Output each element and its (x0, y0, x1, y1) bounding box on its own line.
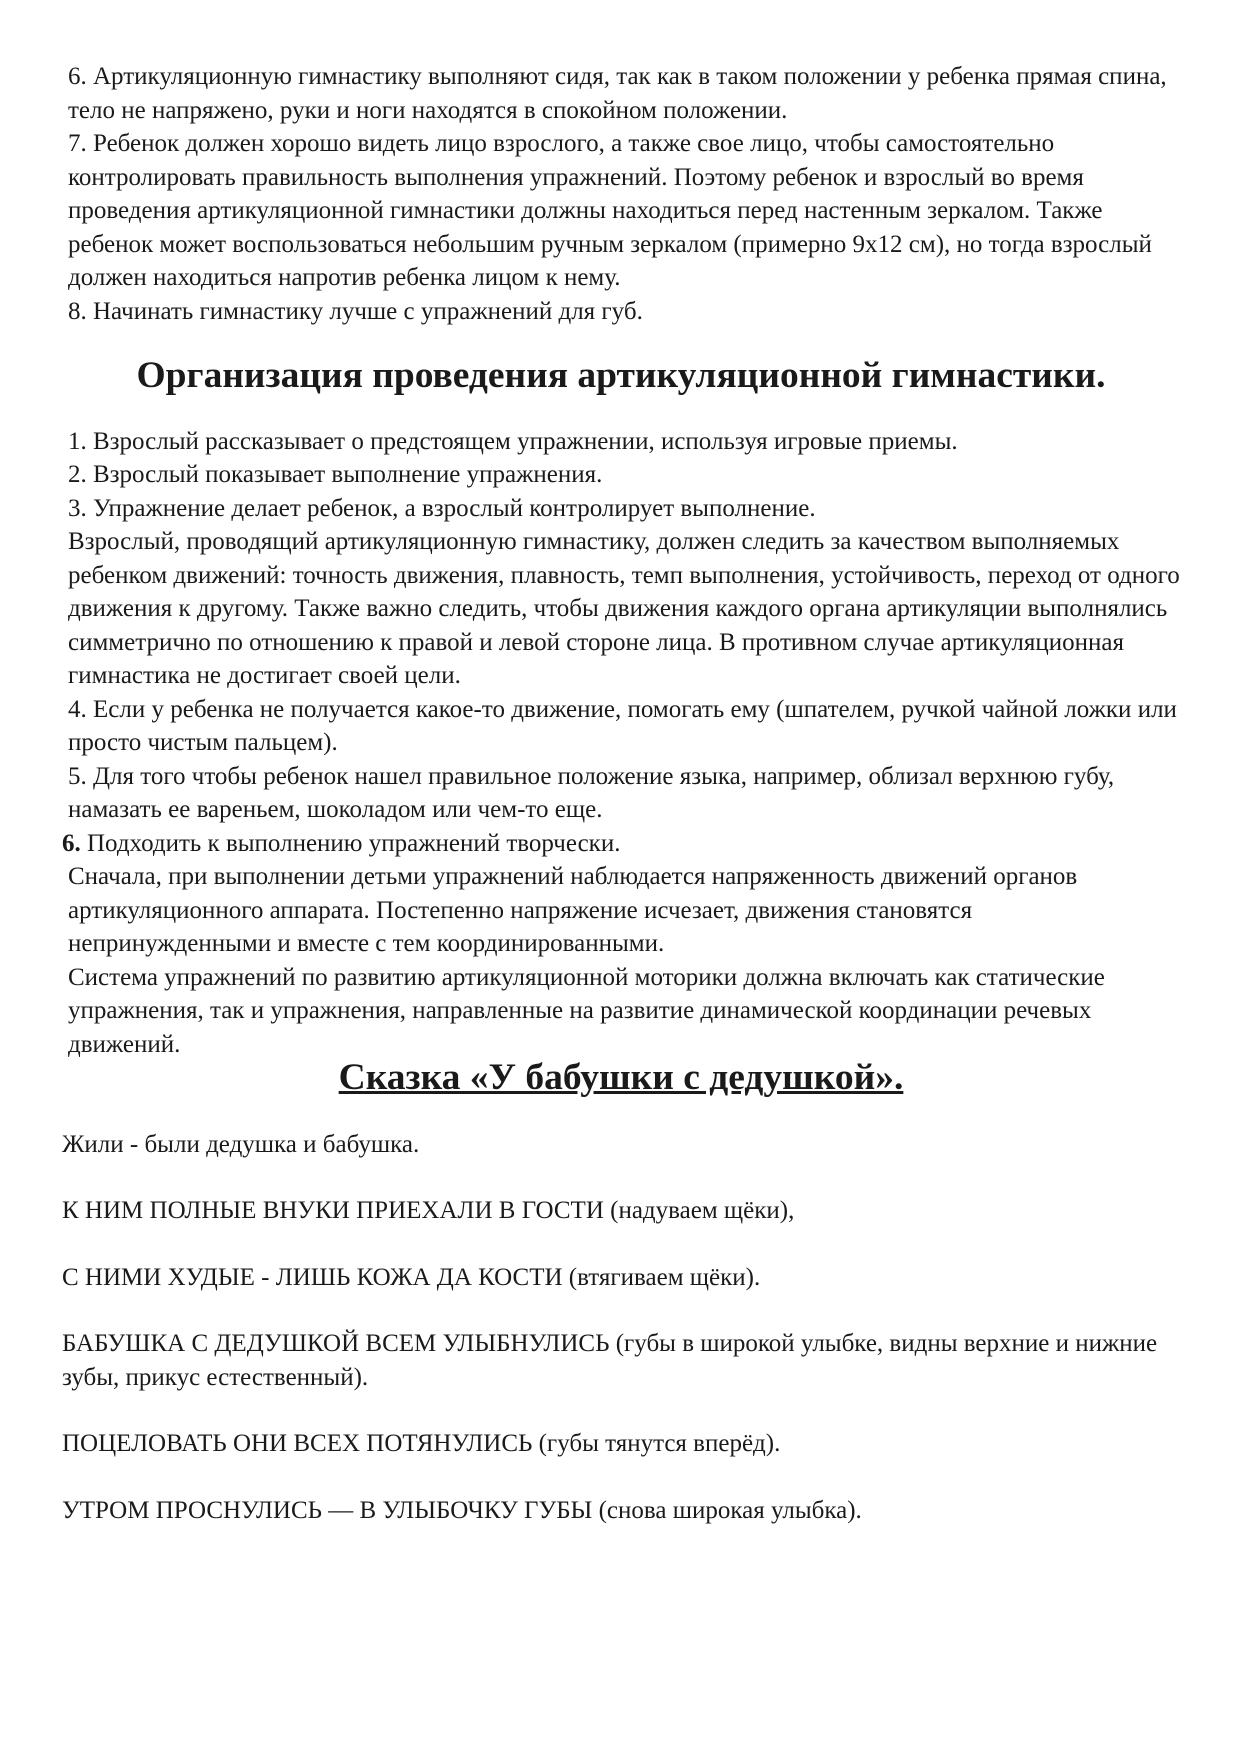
org-step-6 (62, 827, 1180, 861)
org-step-5: 5. Для того чтобы ребенок нашел правильное положение языка, например, облизал верхнюю губу, намазать ее вареньем, шоколадом или чем-то еще. (68, 762, 1115, 823)
organization-heading: Организация проведения артикуляционной гимнастики. (136, 355, 1106, 396)
org-paragraph-quality: Взрослый, проводящий артикуляционную гимнастику, должен следить за качеством выполняемых ребенком движений: точность движения, плавность, темп выполнения, устойчивость, переход от одного движения к другому. Также важно следить, чтобы движения каждого органа артикуляции выполнялись симметрично по отношению к правой и левой стороне лица. В противном случае артикуляционная гимнастика не достигает своей цели. (68, 528, 1180, 689)
org-step-1: 1. Взрослый рассказывает о предстоящем упражнении, используя игровые приемы. (68, 427, 958, 455)
org-step-6-text: Подходить к выполнению упражнений творчески. (87, 829, 621, 857)
org-paragraph-system: Система упражнений по развитию артикуляционной моторики должна включать как статические упражнения, так и упражнения, направленные на развитие динамической координации речевых движений. (68, 963, 1105, 1058)
tale-line: УТРОМ ПРОСНУЛИСЬ — В УЛЫБОЧКУ ГУБЫ (снова широкая улыбка). (62, 1496, 862, 1524)
rule-6: 6. Артикуляционную гимнастику выполняют сидя, так как в таком положении у ребенка прямая спина, тело не напряжено, руки и ноги находятся в спокойном положении. (68, 63, 1167, 124)
org-paragraph-tension: Сначала, при выполнении детьми упражнений наблюдается напряженность движений органов артикуляционного аппарата. Постепенно напряжение исчезает, движения становятся непринужденными и вместе с тем координированными. (68, 863, 1078, 957)
org-step-4: 4. Если у ребенка не получается какое-то движение, помогать ему (шпателем, ручкой чайной ложки или просто чистым пальцем). (68, 695, 1177, 756)
org-step-2: 2. Взрослый показывает выполнение упражнения. (68, 461, 603, 488)
tale-line: С НИМИ ХУДЫЕ - ЛИШЬ КОЖА ДА КОСТИ (втягиваем щёки). (62, 1263, 761, 1291)
tale-line: ПОЦЕЛОВАТЬ ОНИ ВСЕХ ПОТЯНУЛИСЬ (губы тянутся вперёд). (62, 1430, 781, 1457)
tale-line: БАБУШКА С ДЕДУШКОЙ ВСЕМ УЛЫБНУЛИСЬ (губы в широкой улыбке, видны верхние и нижние зубы, прикус естественный). (62, 1330, 1158, 1391)
org-step-3: 3. Упражнение делает ребенок, а взрослый контролирует выполнение. (68, 494, 816, 522)
tale-line: К НИМ ПОЛНЫЕ ВНУКИ ПРИЕХАЛИ В ГОСТИ (надуваем щёки), (62, 1197, 795, 1224)
tale-heading: Сказка «У бабушки с дедушкой». (338, 1057, 904, 1098)
org-step-6-number: 6. (62, 829, 81, 857)
rule-7: 7. Ребенок должен хорошо видеть лицо взрослого, а также свое лицо, чтобы самостоятельно контролировать правильность выполнения упражнений. Поэтому ребенок и взрослый во время проведения артикуляционной гимнастики должны находиться перед настенным зеркалом. Также ребенок может воспользоваться небольшим ручным зеркалом (примерно 9х12 см), но тогда взрослый должен находиться напротив ребенка лицом к нему. (68, 130, 1152, 291)
rule-8: 8. Начинать гимнастику лучше с упражнений для губ. (68, 297, 643, 325)
tale-line: Жили - были дедушка и бабушка. (62, 1130, 420, 1158)
